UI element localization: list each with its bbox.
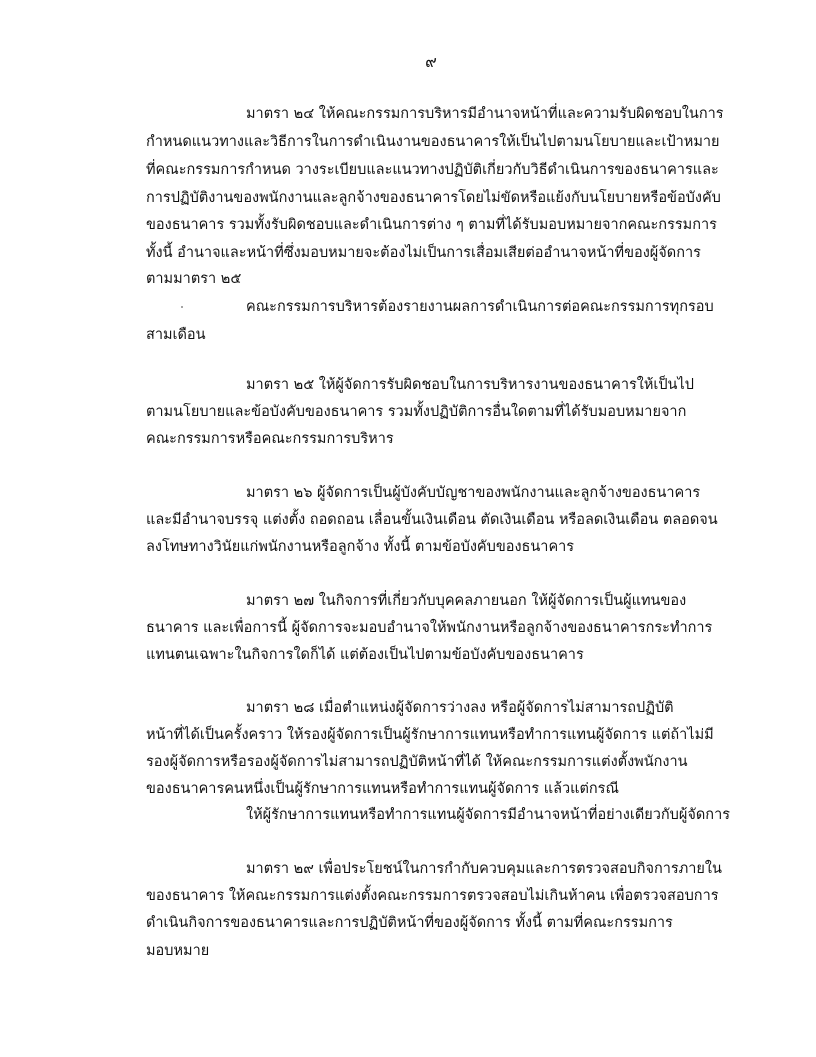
section-28-line-5: ให้ผู้รักษาการแทนหรือทำการแทนผู้จัดการมีอำนาจหน้าที่อย่างเดียวกับผู้จัดการ [246,807,730,823]
section-24-line-7: ตามมาตรา ๒๕ [146,271,242,287]
section-28-line-4: ของธนาคารคนหนึ่งเป็นผู้รักษาการแทนหรือทำการแทนผู้จัดการ แล้วแต่กรณี [146,781,619,797]
section-28-line-3: รองผู้จัดการหรือรองผู้จัดการไม่สามารถปฏิบัติหน้าที่ได้ ให้คณะกรรมการแต่งตั้งพนักงาน [146,754,688,770]
section-28-line-2: หน้าที่ได้เป็นครั้งคราว ให้รองผู้จัดการเป็นผู้รักษาการแทนหรือทำการแทนผู้จัดการ แต่ถ้าไม่มี [146,727,714,743]
section-27-line-3: แทนตนเฉพาะในกิจการใดก็ได้ แต่ต้องเป็นไปตามข้อบังคับของธนาคาร [146,647,584,663]
stray-dot [181,306,183,308]
section-24-line-3: ที่คณะกรรมการกำหนด วางระเบียบและแนวทางปฏิบัติเกี่ยวกับวิธีดำเนินการของธนาคารและ [146,162,719,178]
section-24-report-line-1: คณะกรรมการบริหารต้องรายงานผลการดำเนินการต่อคณะกรรมการทุกรอบ [246,299,714,315]
section-29-line-3: ดำเนินกิจการของธนาคารและการปฏิบัติหน้าที่ของผู้จัดการ ทั้งนี้ ตามที่คณะกรรมการ [146,915,673,931]
section-24-line-2: กำหนดแนวทางและวิธีการในการดำเนินงานของธนาคารให้เป็นไปตามนโยบายและเป้าหมาย [146,134,720,150]
section-28-line-1: มาตรา ๒๘ เมื่อตำแหน่งผู้จัดการว่างลง หรือผู้จัดการไม่สามารถปฏิบัติ [246,700,674,716]
section-24-line-5: ของธนาคาร รวมทั้งรับผิดชอบและดำเนินการต่าง ๆ ตามที่ได้รับมอบหมายจากคณะกรรมการ [146,217,717,233]
section-26-line-1: มาตรา ๒๖ ผู้จัดการเป็นผู้บังคับบัญชาของพนักงานและลูกจ้างของธนาคาร [246,485,701,501]
section-29-line-4: มอบหมาย [146,943,210,959]
section-29-line-1: มาตรา ๒๙ เพื่อประโยชน์ในการกำกับควบคุมและการตรวจสอบกิจการภายใน [246,861,722,877]
section-24-line-4: การปฏิบัติงานของพนักงานและลูกจ้างของธนาคารโดยไม่ขัดหรือแย้งกับนโยบายหรือข้อบังคับ [146,190,721,206]
section-24-line-1: มาตรา ๒๔ ให้คณะกรรมการบริหารมีอำนาจหน้าที่และความรับผิดชอบในการ [246,106,724,122]
section-25-line-1: มาตรา ๒๕ ให้ผู้จัดการรับผิดชอบในการบริหารงานของธนาคารให้เป็นไป [246,377,694,393]
section-27-line-2: ธนาคาร และเพื่อการนี้ ผู้จัดการจะมอบอำนาจให้พนักงานหรือลูกจ้างของธนาคารกระทำการ [146,620,713,636]
section-25-line-3: คณะกรรมการหรือคณะกรรมการบริหาร [146,431,394,447]
section-24-line-6: ทั้งนี้ อำนาจและหน้าที่ซึ่งมอบหมายจะต้องไม่เป็นการเสื่อมเสียต่ออำนาจหน้าที่ของผู้จัดการ [146,245,701,261]
section-27-line-1: มาตรา ๒๗ ในกิจการที่เกี่ยวกับบุคคลภายนอก ให้ผู้จัดการเป็นผู้แทนของ [246,593,687,609]
section-25-line-2: ตามนโยบายและข้อบังคับของธนาคาร รวมทั้งปฏิบัติการอื่นใดตามที่ได้รับมอบหมายจาก [146,404,687,420]
page-number: ๙ [425,52,437,71]
section-26-line-2: และมีอำนาจบรรจุ แต่งตั้ง ถอดถอน เลื่อนขั้นเงินเดือน ตัดเงินเดือน หรือลดเงินเดือน ตลอดจน [146,512,718,528]
section-26-line-3: ลงโทษทางวินัยแก่พนักงานหรือลูกจ้าง ทั้งนี้ ตามข้อบังคับของธนาคาร [146,539,575,555]
section-24-report-line-2: สามเดือน [146,327,206,343]
section-29-line-2: ของธนาคาร ให้คณะกรรมการแต่งตั้งคณะกรรมการตรวจสอบไม่เกินห้าคน เพื่อตรวจสอบการ [146,888,719,904]
